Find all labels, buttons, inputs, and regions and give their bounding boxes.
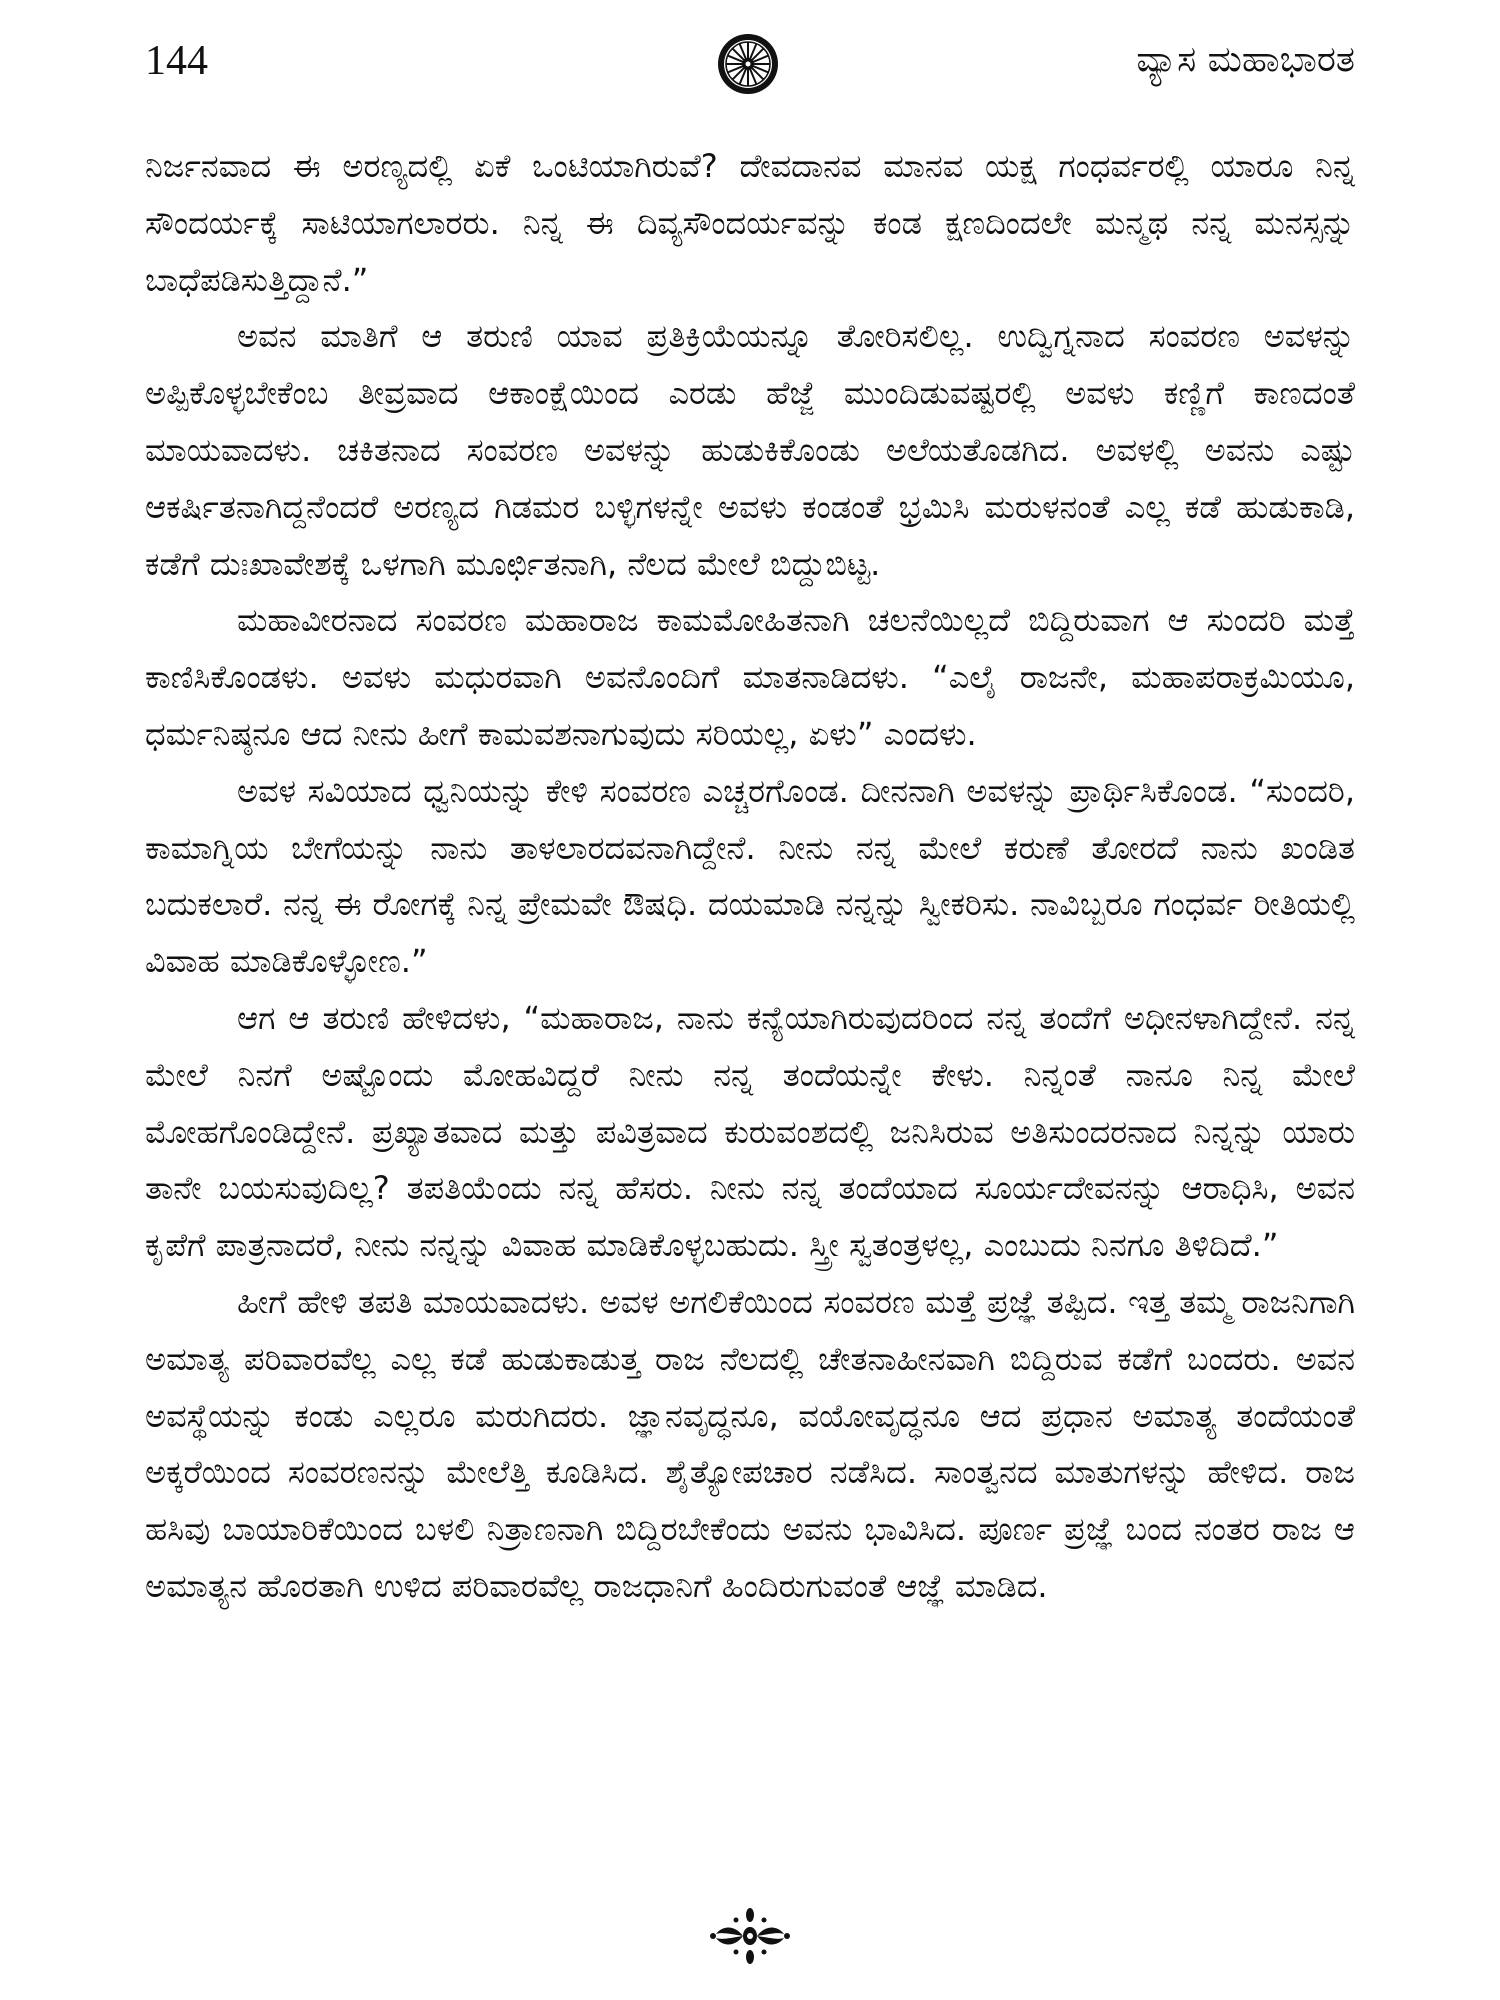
- page-number: 144: [145, 38, 208, 84]
- paragraph-5: ಆಗ ಆ ತರುಣಿ ಹೇಳಿದಳು, “ಮಹಾರಾಜ, ನಾನು ಕನ್ಯೆಯಾಗಿರುವುದರಿಂದ ನನ್ನ ತಂದೆಗೆ ಅಧೀನಳಾಗಿದ್ದೇನೆ. ನನ್ನ ಮೇಲೆ ನಿನಗೆ ಅಷ್ಟೊಂದು ಮೋಹವಿದ್ದರೆ ನೀನು ನನ್ನ ತಂದೆಯನ್ನೇ ಕೇಳು. ನಿನ್ನಂತೆ ನಾನೂ ನಿನ್ನ ಮೇಲೆ ಮೋಹಗೊಂಡಿದ್ದೇನೆ. ಪ್ರಖ್ಯಾತವಾದ ಮತ್ತು ಪವಿತ್ರವಾದ ಕುರುವಂಶದಲ್ಲಿ ಜನಿಸಿರುವ ಅತಿಸುಂದರನಾದ ನಿನ್ನನ್ನು ಯಾರು ತಾನೇ ಬಯಸುವುದಿಲ್ಲ? ತಪತಿಯೆಂದು ನನ್ನ ಹೆಸರು. ನೀನು ನನ್ನ ತಂದೆಯಾದ ಸೂರ್ಯದೇವನನ್ನು ಆರಾಧಿಸಿ, ಅವನ ಕೃಪೆಗೆ ಪಾತ್ರನಾದರೆ, ನೀನು ನನ್ನನ್ನು ವಿವಾಹ ಮಾಡಿಕೊಳ್ಳಬಹುದು. ಸ್ತ್ರೀ ಸ್ವತಂತ್ರಳಲ್ಲ, ಎಂಬುದು ನಿನಗೂ ತಿಳಿದಿದೆ.”: [145, 998, 1355, 1265]
- paragraph-6: ಹೀಗೆ ಹೇಳಿ ತಪತಿ ಮಾಯವಾದಳು. ಅವಳ ಅಗಲಿಕೆಯಿಂದ ಸಂವರಣ ಮತ್ತೆ ಪ್ರಜ್ಞೆ ತಪ್ಪಿದ. ಇತ್ತ ತಮ್ಮ ರಾಜನಿಗಾಗಿ ಅಮಾತ್ಯ ಪರಿವಾರವೆಲ್ಲ ಎಲ್ಲ ಕಡೆ ಹುಡುಕಾಡುತ್ತ ರಾಜ ನೆಲದಲ್ಲಿ ಚೇತನಾಹೀನವಾಗಿ ಬಿದ್ದಿರುವ ಕಡೆಗೆ ಬಂದರು. ಅವನ ಅವಸ್ಥೆಯನ್ನು ಕಂಡು ಎಲ್ಲರೂ ಮರುಗಿದರು. ಜ್ಞಾನವೃದ್ಧನೂ, ವಯೋವೃದ್ಧನೂ ಆದ ಪ್ರಧಾನ ಅಮಾತ್ಯ ತಂದೆಯಂತೆ ಅಕ್ಕರೆಯಿಂದ ಸಂವರಣನನ್ನು ಮೇಲೆತ್ತಿ ಕೂಡಿಸಿದ. ಶೈತ್ಯೋಪಚಾರ ನಡೆಸಿದ. ಸಾಂತ್ವನದ ಮಾತುಗಳನ್ನು ಹೇಳಿದ. ರಾಜ ಹಸಿವು ಬಾಯಾರಿಕೆಯಿಂದ ಬಳಲಿ ನಿತ್ರಾಣನಾಗಿ ಬಿದ್ದಿರಬೇಕೆಂದು ಅವನು ಭಾವಿಸಿದ. ಪೂರ್ಣ ಪ್ರಜ್ಞೆ ಬಂದ ನಂತರ ರಾಜ ಆ ಅಮಾತ್ಯನ ಹೊರತಾಗಿ ಉಳಿದ ಪರಿವಾರವೆಲ್ಲ ರಾಜಧಾನಿಗೆ ಹಿಂದಿರುಗುವಂತೆ ಆಜ್ಞೆ ಮಾಡಿದ.: [145, 1282, 1355, 1605]
- running-head-title: ವ್ಯಾಸ ಮಹಾಭಾರತ: [1136, 39, 1355, 80]
- paragraph-3: ಮಹಾವೀರನಾದ ಸಂವರಣ ಮಹಾರಾಜ ಕಾಮಮೋಹಿತನಾಗಿ ಚಲನೆಯಿಲ್ಲದೆ ಬಿದ್ದಿರುವಾಗ ಆ ಸುಂದರಿ ಮತ್ತೆ ಕಾಣಿಸಿಕೊಂಡಳು. ಅವಳು ಮಧುರವಾಗಿ ಅವನೊಂದಿಗೆ ಮಾತನಾಡಿದಳು. “ಎಲೈ ರಾಜನೇ, ಮಹಾಪರಾಕ್ರಮಿಯೂ, ಧರ್ಮನಿಷ್ಠನೂ ಆದ ನೀನು ಹೀಗೆ ಕಾಮವಶನಾಗುವುದು ಸರಿಯಲ್ಲ, ಏಳು” ಎಂದಳು.: [145, 601, 1355, 753]
- paragraph-4: ಅವಳ ಸವಿಯಾದ ಧ್ವನಿಯನ್ನು ಕೇಳಿ ಸಂವರಣ ಎಚ್ಚರಗೊಂಡ. ದೀನನಾಗಿ ಅವಳನ್ನು ಪ್ರಾರ್ಥಿಸಿಕೊಂಡ. “ಸುಂದರಿ, ಕಾಮಾಗ್ನಿಯ ಬೇಗೆಯನ್ನು ನಾನು ತಾಳಲಾರದವನಾಗಿದ್ದೇನೆ. ನೀನು ನನ್ನ ಮೇಲೆ ಕರುಣೆ ತೋರದೆ ನಾನು ಖಂಡಿತ ಬದುಕಲಾರೆ. ನನ್ನ ಈ ರೋಗಕ್ಕೆ ನಿನ್ನ ಪ್ರೇಮವೇ ಔಷಧಿ. ದಯಮಾಡಿ ನನ್ನನ್ನು ಸ್ವೀಕರಿಸು. ನಾವಿಬ್ಬರೂ ಗಂಧರ್ವ ರೀತಿಯಲ್ಲಿ ವಿವಾಹ ಮಾಡಿಕೊಳ್ಳೋಣ.”: [145, 771, 1355, 981]
- paragraph-2: ಅವನ ಮಾತಿಗೆ ಆ ತರುಣಿ ಯಾವ ಪ್ರತಿಕ್ರಿಯೆಯನ್ನೂ ತೋರಿಸಲಿಲ್ಲ. ಉದ್ವಿಗ್ನನಾದ ಸಂವರಣ ಅವಳನ್ನು ಅಪ್ಪಿಕೊಳ್ಳಬೇಕೆಂಬ ತೀವ್ರವಾದ ಆಕಾಂಕ್ಷೆಯಿಂದ ಎರಡು ಹೆಜ್ಜೆ ಮುಂದಿಡುವಷ್ಟರಲ್ಲಿ ಅವಳು ಕಣ್ಣಿಗೆ ಕಾಣದಂತೆ ಮಾಯವಾದಳು. ಚಕಿತನಾದ ಸಂವರಣ ಅವಳನ್ನು ಹುಡುಕಿಕೊಂಡು ಅಲೆಯತೊಡಗಿದ. ಅವಳಲ್ಲಿ ಅವನು ಎಷ್ಟು ಆಕರ್ಷಿತನಾಗಿದ್ದನೆಂದರೆ ಅರಣ್ಯದ ಗಿಡಮರ ಬಳ್ಳಿಗಳನ್ನೇ ಅವಳು ಕಂಡಂತೆ ಭ್ರಮಿಸಿ ಮರುಳನಂತೆ ಎಲ್ಲ ಕಡೆ ಹುಡುಕಾಡಿ, ಕಡೆಗೆ ದುಃಖಾವೇಶಕ್ಕೆ ಒಳಗಾಗಿ ಮೂರ್ಛಿತನಾಗಿ, ನೆಲದ ಮೇಲೆ ಬಿದ್ದುಬಿಟ್ಟ.: [145, 317, 1355, 583]
- floral-ornament-icon: [706, 1906, 794, 1966]
- paragraph-1: ನಿರ್ಜನವಾದ ಈ ಅರಣ್ಯದಲ್ಲಿ ಏಕೆ ಒಂಟಿಯಾಗಿರುವೆ? ದೇವದಾನವ ಮಾನವ ಯಕ್ಷ ಗಂಧರ್ವರಲ್ಲಿ ಯಾರೂ ನಿನ್ನ ಸೌಂದರ್ಯಕ್ಕೆ ಸಾಟಿಯಾಗಲಾರರು. ನಿನ್ನ ಈ ದಿವ್ಯಸೌಂದರ್ಯವನ್ನು ಕಂಡ ಕ್ಷಣದಿಂದಲೇ ಮನ್ಮಥ ನನ್ನ ಮನಸ್ಸನ್ನು ಬಾಧೆಪಡಿಸುತ್ತಿದ್ದಾನೆ.”: [145, 147, 1355, 299]
- body-text: [145, 138, 1355, 1615]
- chakra-wheel-icon: [716, 32, 780, 96]
